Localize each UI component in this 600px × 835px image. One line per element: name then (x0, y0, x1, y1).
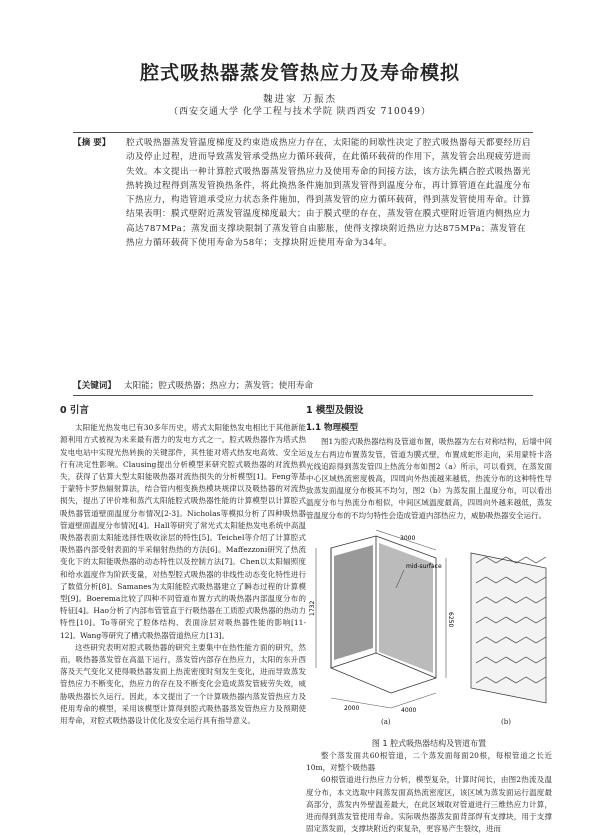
left-column (60, 405, 306, 727)
keywords (73, 379, 533, 391)
model-paragraph-2: 整个蒸发面共60根管道，二个蒸发面每面20根，每根管道之长近10m，对整个吸热器 (306, 751, 552, 773)
intro-paragraph-1: 太阳能光热发电已有30多年历史，塔式太阳能热发电相比于其他新能源利用方式被视为未来最有潜力的发电方式之一。腔式吸热器作为塔式热发电电站中实现光热转换的关键部件，其性能对塔式热发电高效、安全运行有决定性影响。Clausing提出分析模型来研究腔式吸热器的对流热损失，获得了估算大型太阳能吸热器对流热损失的分析模型[1]。Feng等基于蒙特卡罗热辐射算法，结合管内相变换热模块规律以及吸热器的对流热损失，提出了评价堆和蒸汽太阳能腔式吸热器性能的计算模型以计算腔式吸热器管道壁面温度分布情况[2-3]。Nicholas等模拟分析了四种吸热器管道壁面温度分布情况[4]。Hall等研究了常光式太阳能热发电系统中高温吸热器表面太阳能选择性吸收涂层的特性[5]。Teichel等介绍了计算腔式吸热器内部受射表面的半采辐射热热的方法[6]。Maffezzoni研究了热流变化下的太阳能吸热器的动态特性以及控制方法[7]。Chen以太阳辐照度和给水温度作为阶跃变量，对热型腔式吸热器的非线性动态变化特性进行了数值分析[8]。Samanes为太阳能腔式吸热器建立了瞬态过程的计算模型[9]。Boerema比较了四种不同管道布置方式的吸热器内部温度分布的特征[4]。Hao分析了内部布管管直于行吸热器在工质腔式吸热器的热动力特性[10]。To等研究了腔体结构、表面涂层对吸热器性能的影响[11-12]。Wang等研究了槽式吸热器管道热应力[13]。 (60, 423, 306, 640)
dim-bottom-2: 4000 (401, 706, 417, 714)
right-column (306, 405, 552, 835)
mid-surface-label: mid-surface (406, 562, 442, 570)
dim-bottom-1: 2000 (344, 704, 360, 712)
model-paragraph-1: 图1为腔式吸热器结构及管道布置，吸热器为左右对称结构，后墙中间及左右两边布置蒸发管，管道为膜式壁，布置成蛇形走向，采用蒙特卡洛光线追踪得到蒸发管四上热流分布如图2（a）所示，可以看到，在蒸发面中心区域热流密度极高，四周向外热流越来越低，热流分布的这种特性导致蒸发面温度分布极其不均匀，图2（b）为蒸发面上温度分布，可以看出温度分布与热流分布相似，中间区域温度最高，四周向外越来越低，蒸发管温度分布的不均匀特性会造成管道内部热应力，威胁吸热器安全运行。 (306, 437, 552, 520)
keywords-text: 太阳能；腔式吸热器；热应力；蒸发管；使用寿命 (123, 381, 314, 391)
affiliation: （西安交通大学 化学工程与技术学院 陕西西安 710049） (169, 107, 431, 117)
intro-paragraph-2: 这些研究表明对腔式吸热器的研究主要集中在热性能方面的研究，然而，吸热器蒸发管在高温下运行，蒸发管内部存在热应力，太阳的东升西落及天气变化又使得吸热器发面上热流密度时刻发生变化，进而导致蒸发管热应力不断变化，热应力的存在及不断变化会造成蒸发管疲劳失效，威胁吸热器长久运行。因此，本文提出了一个计算吸热器内蒸发管热应力及使用寿命的模型，采用该模型计算得到腔式吸热器蒸发管热应力及预期使用寿命，对腔式吸热器设计优化及安全运行具有指导意义。 (60, 642, 306, 726)
figure-1 (306, 528, 552, 736)
abstract-top-rule (73, 132, 533, 133)
model-paragraph-3: 60根管道进行热应力分析，模型复杂，计算时间长，由图2热流及温度分布，本文选取中间蒸发面高热流密度区，该区域为蒸发面运行温度最高部分，蒸发内外壁温差最大，在此区域取对管道进行三维热应力计算，进而得到蒸发管使用寿命。实际吸热器蒸发面背部焊有支撑块，用于支撑固定蒸发面，支撑块附近约束复杂，更容易产生裂纹，进而 (306, 775, 552, 834)
authors: 魏进家 万振杰 (262, 94, 338, 105)
abstract-text: 腔式吸热器蒸发管温度梯度及约束造成热应力存在，太阳能的间歇性决定了腔式吸热器每天都要经历启动及停止过程，进而导致蒸发管承受热应力循环载荷，在此循环载荷的作用下，蒸发管会出现疲劳进而失效。本文提出一种计算腔式吸热器蒸发管热应力及使用寿命的间接方法，该方法先耦合腔式吸热器光热转换过程得到蒸发管换热条件，将此换热条件施加到蒸发管得到温度分布，再计算管道在此温度分布下热应力，构造管道承受应力状态条件施加，得到蒸发管的应力循环载荷，得到蒸发管使用寿命。计算结果表明：膜式壁附近蒸发管温度梯度最大；由于膜式壁的存在，蒸发管在膜式壁附近管道内侧热应力高达787MPa；蒸发面支撑块限制了蒸发管自由膨胀，使得支撑块附近热应力达875MPa；蒸发管在热应力循环载荷下使用寿命为58年；支撑块附近使用寿命为34年。 (126, 138, 531, 249)
paper-title: 腔式吸热器蒸发管热应力及寿命模拟 (139, 62, 460, 84)
section-0-heading: 0 引言 (60, 405, 89, 416)
tube-layout (471, 553, 546, 703)
abstract-bottom-rule (73, 395, 533, 396)
figure-sub-b: (b) (501, 717, 511, 726)
dim-left: 1732 (309, 600, 316, 616)
dim-side: 6250 (447, 611, 454, 628)
dim-top: 3000 (400, 534, 416, 542)
figure-sub-a: (a) (381, 717, 391, 726)
figure-1-caption: 图 1 腔式吸热器结构及管道布置 (371, 738, 487, 748)
subsection-heading: 1.1 物理模型 (306, 423, 359, 434)
section-1-heading: 1 模型及假设 (306, 405, 364, 416)
abstract (73, 136, 533, 250)
abstract-label: 【摘 要】 (73, 138, 111, 148)
keywords-label: 【关键词】 (73, 381, 116, 391)
figure-1-drawing (306, 528, 552, 716)
